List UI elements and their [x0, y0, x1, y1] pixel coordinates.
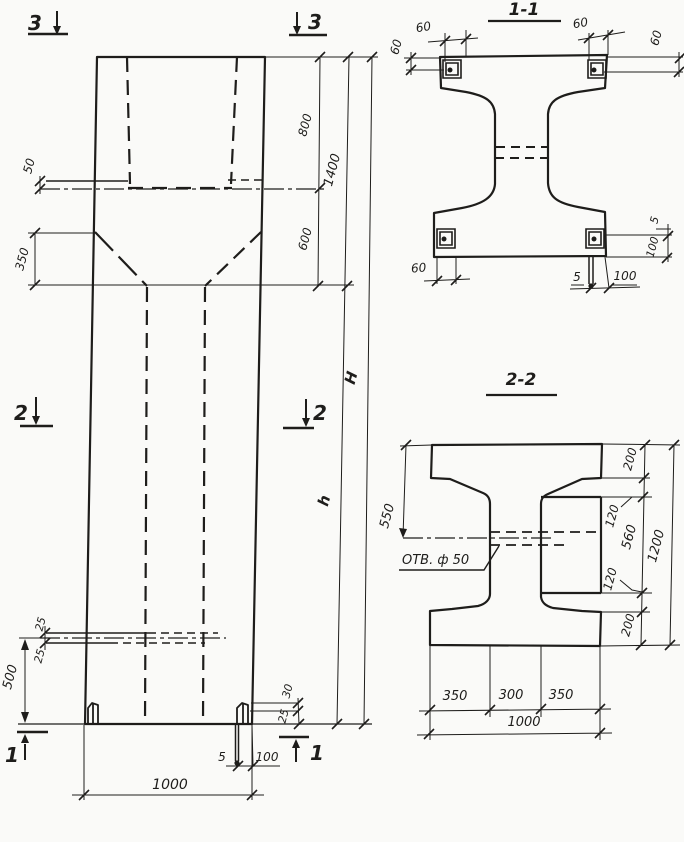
dim-hole-500: 500 — [0, 663, 22, 692]
section-1-1-view — [387, 0, 684, 293]
section-marker-3-right — [289, 10, 327, 35]
dim-500-arrow-top — [21, 639, 29, 650]
section-marker-2-left — [14, 397, 53, 426]
plate-anchor-dot-tr — [592, 68, 597, 73]
dim-5-bottom: 5 — [573, 270, 581, 284]
dim-120-bottom: 120 — [600, 566, 620, 592]
plate-anchor-dot-br — [592, 237, 597, 242]
elevation-outline — [85, 57, 265, 724]
dim-100-right: 100 — [643, 235, 662, 259]
dim-500-arrow-bottom — [21, 712, 29, 723]
marker-2-right-label: 2 — [313, 401, 327, 425]
dim-550: 550 — [377, 502, 399, 531]
elevation-view — [0, 10, 378, 800]
section-2-2-solid-half-profile — [541, 497, 601, 593]
dim-hole-25-top: 25 — [32, 615, 49, 633]
marker-3-right-arrow-icon — [293, 26, 301, 35]
dim-350-left: 350 — [442, 689, 468, 704]
marker-1-left-arrow-icon — [21, 734, 29, 743]
dim-100-bottom: 100 — [613, 269, 637, 283]
marker-2-left-arrow-icon — [32, 416, 40, 425]
marker-2-left-label: 2 — [14, 401, 28, 425]
dim-60-top-right-side: 60 — [647, 28, 665, 48]
section-2-2-title: 2-2 — [505, 370, 537, 390]
marker-2-right-arrow-icon — [302, 418, 310, 427]
dim-350-right: 350 — [548, 688, 574, 703]
plate-anchor-dot-tl — [448, 68, 453, 73]
section-marker-3-left — [28, 11, 68, 35]
elevation-tab-plate — [236, 725, 239, 761]
section-1-1-title: 1-1 — [508, 0, 540, 20]
elevation-web-hidden-lines — [145, 287, 205, 723]
section-2-2-hole-label: ОТВ. ф 50 — [402, 553, 470, 568]
dim-tab-5: 5 — [218, 750, 226, 764]
elevation-socket-hidden-lines — [127, 57, 237, 184]
section-2-2-view — [377, 370, 680, 740]
section-1-1-outline — [434, 55, 607, 257]
dim-200-top: 200 — [620, 446, 640, 472]
dim-base-1000: 1000 — [152, 777, 188, 793]
dim-overall-H: H — [340, 369, 362, 387]
dim-60-top-right: 60 — [571, 14, 590, 32]
dim-shaft-h: h — [314, 493, 335, 509]
dim-taper-350: 350 — [12, 246, 32, 272]
elevation-taper-hidden-left — [95, 232, 147, 286]
elevation-base-lugs — [88, 703, 248, 724]
dim-1000-section: 1000 — [507, 715, 541, 730]
dim-300: 300 — [498, 688, 524, 703]
marker-1-left-label: 1 — [5, 743, 19, 767]
dim-lug-30: 30 — [279, 682, 296, 700]
dim-ledge-50: 50 — [20, 156, 38, 176]
plate-anchor-dot-bl — [442, 237, 447, 242]
section-marker-2-right — [283, 399, 327, 428]
dim-60-top-left-side: 60 — [387, 37, 405, 57]
dim-560: 560 — [619, 523, 641, 552]
dim-60-bottom-left: 60 — [410, 260, 427, 276]
dim-taper-600: 600 — [295, 226, 315, 252]
dim-60-top-left: 60 — [414, 18, 433, 36]
dim-socket-800: 800 — [295, 112, 315, 138]
dim-5-right: 5 — [647, 215, 662, 226]
section-marker-1-left — [5, 732, 48, 767]
section-1-1-corner-plates — [437, 60, 606, 248]
dim-tab-100: 100 — [255, 750, 279, 764]
marker-3-left-label: 3 — [28, 11, 42, 35]
section-1-1-web-break — [495, 147, 548, 158]
elevation-dimension-lines — [19, 57, 378, 800]
marker-1-right-label: 1 — [310, 741, 324, 765]
dim-lug-25: 25 — [275, 707, 292, 725]
section-1-1-tab-plate — [589, 257, 593, 284]
marker-3-right-label: 3 — [308, 10, 322, 34]
dim-hole-25-bottom: 25 — [31, 647, 48, 665]
section-marker-1-right — [279, 737, 324, 765]
dim-550-arrow — [399, 528, 407, 538]
elevation-taper-hidden-right — [205, 232, 261, 286]
plate-outlines — [437, 60, 606, 248]
dim-200-bottom: 200 — [618, 612, 638, 638]
dim-upper-1400: 1400 — [321, 152, 345, 189]
marker-1-right-arrow-icon — [292, 739, 300, 748]
dim-120-top: 120 — [602, 503, 622, 529]
dim-1200: 1200 — [645, 528, 669, 565]
